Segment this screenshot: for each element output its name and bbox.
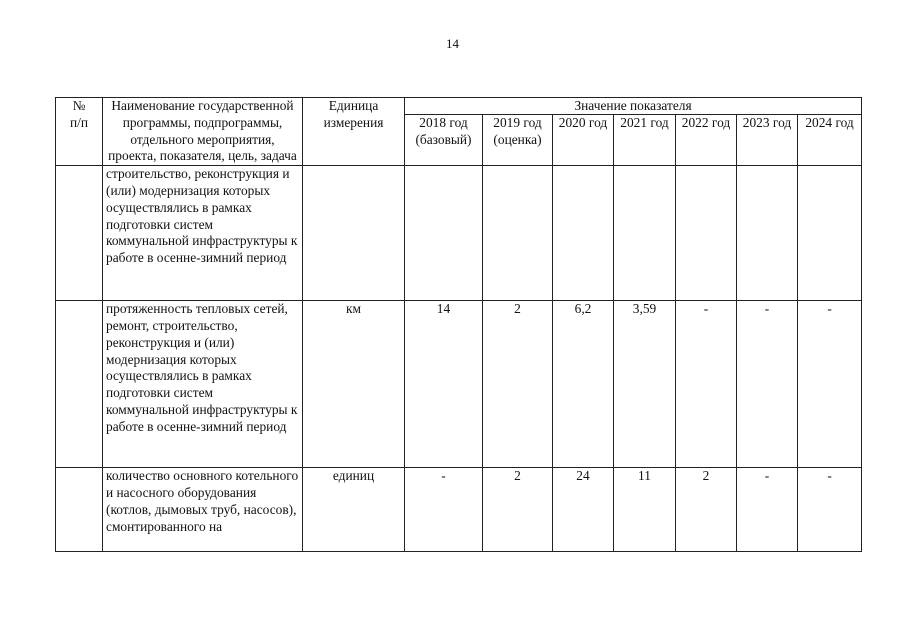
row-value-2019: 2 <box>483 301 553 468</box>
header-year-2022: 2022 год <box>676 115 737 166</box>
row-value-2018: - <box>405 468 483 552</box>
header-values-group: Значение показателя <box>405 98 862 115</box>
row-unit: единиц <box>303 468 405 552</box>
row-value-2020: 24 <box>553 468 614 552</box>
header-year-2024: 2024 год <box>798 115 862 166</box>
table-row <box>56 468 862 552</box>
header-num: № п/п <box>56 98 103 166</box>
header-unit: Единица измерения <box>303 98 405 166</box>
row-value-2023: - <box>737 301 798 468</box>
row-value-2021 <box>614 166 676 301</box>
row-value-2022: - <box>676 301 737 468</box>
row-value-2022: 2 <box>676 468 737 552</box>
header-year-2019: 2019 год (оценка) <box>483 115 553 166</box>
row-value-2024 <box>798 166 862 301</box>
header-year-2023: 2023 год <box>737 115 798 166</box>
row-value-2023 <box>737 166 798 301</box>
row-name: строительство, реконструкция и (или) модернизация которых осуществлялись в рамках подготовки систем коммунальной инфраструктуры к работе в осенне-зимний период <box>103 166 303 301</box>
row-value-2018: 14 <box>405 301 483 468</box>
table-row <box>56 166 862 301</box>
row-value-2024: - <box>798 301 862 468</box>
row-value-2023: - <box>737 468 798 552</box>
row-value-2020: 6,2 <box>553 301 614 468</box>
row-name: протяженность тепловых сетей, ремонт, строительство, реконструкция и (или) модернизация которых осуществлялись в рамках подготовки систем коммунальной инфраструктуры к работе в осенне-зимний период <box>103 301 303 468</box>
row-value-2019: 2 <box>483 468 553 552</box>
indicators-table <box>55 97 862 552</box>
table-header-row <box>56 98 862 115</box>
row-value-2021: 3,59 <box>614 301 676 468</box>
row-num <box>56 468 103 552</box>
row-num <box>56 166 103 301</box>
row-name: количество основного котельного и насосного оборудования (котлов, дымовых труб, насосов), смонтированного на <box>103 468 303 552</box>
header-name: Наименование государственной программы, подпрограммы, отдельного мероприятия, проекта, показателя, цель, задача <box>103 98 303 166</box>
table-row <box>56 301 862 468</box>
row-unit <box>303 166 405 301</box>
row-value-2021: 11 <box>614 468 676 552</box>
header-year-2018: 2018 год (базовый) <box>405 115 483 166</box>
row-value-2024: - <box>798 468 862 552</box>
row-num <box>56 301 103 468</box>
row-value-2022 <box>676 166 737 301</box>
header-year-2020: 2020 год <box>553 115 614 166</box>
row-value-2020 <box>553 166 614 301</box>
row-unit: км <box>303 301 405 468</box>
row-value-2019 <box>483 166 553 301</box>
page-number: 14 <box>446 36 459 51</box>
header-year-2021: 2021 год <box>614 115 676 166</box>
row-value-2018 <box>405 166 483 301</box>
